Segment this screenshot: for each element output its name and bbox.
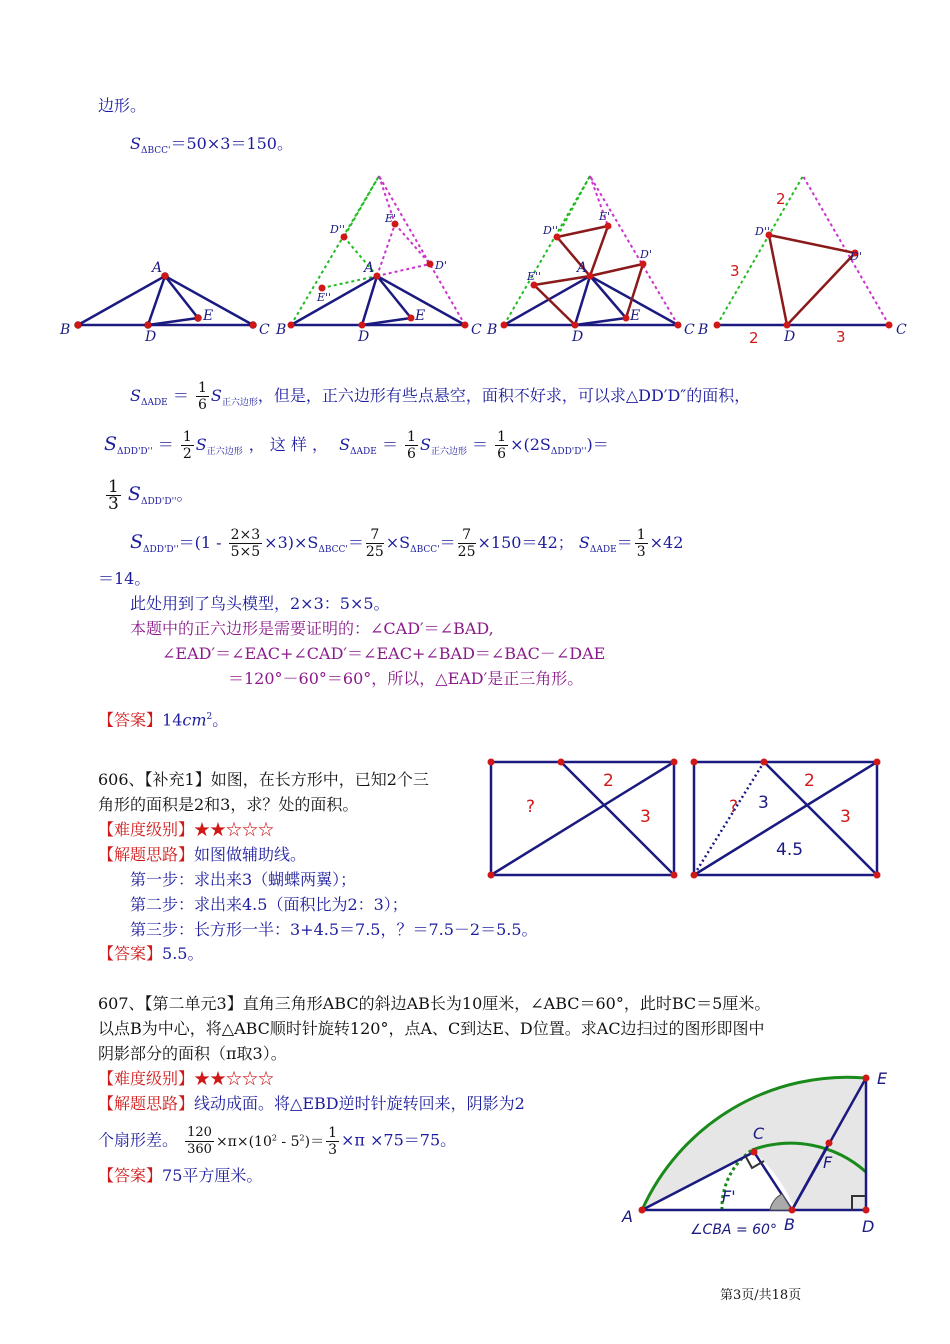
answer-607: 【答案】75平方厘米。	[98, 1166, 263, 1185]
label-d: D	[145, 329, 157, 345]
equals: ＝	[172, 386, 189, 405]
figure-sector	[615, 1060, 905, 1240]
formula-607: 个扇形差。 $\frac{120}{360}$ $\times\pi\times(10^2 - 5^2)=$ $\frac{1}{3}$ ×π ×75＝75。	[98, 1124, 457, 1158]
label-q: ?	[729, 797, 739, 817]
label-c: C	[684, 322, 695, 338]
label-b: B	[487, 322, 498, 338]
label-3: 3	[840, 807, 851, 827]
fig4	[697, 176, 907, 347]
label-f: F	[823, 1153, 833, 1172]
label-a: A	[577, 260, 588, 276]
difficulty-606: 【难度级别】★★☆☆☆	[98, 820, 275, 839]
label-a: A	[622, 1207, 633, 1226]
fig3	[486, 176, 695, 345]
step-3: 第三步：长方形一半：3+4.5＝7.5，？＝7.5－2＝5.5。	[130, 920, 538, 939]
text-line: 边形。	[98, 96, 147, 115]
formula-rest: ＝50×3＝150。	[170, 134, 293, 153]
label-ep: E'	[599, 210, 611, 223]
text-line: 本题中的正六边形是需要证明的：∠CAD′＝∠BAD,	[130, 619, 494, 638]
symbol-s: S	[210, 386, 222, 405]
label-fp: F'	[722, 1187, 736, 1206]
text-line: ＝14。	[98, 569, 151, 588]
step-2: 第二步：求出来4.5（面积比为2：3）；	[130, 895, 408, 914]
label-b: B	[784, 1215, 795, 1234]
symbol-s: S	[130, 386, 141, 405]
fraction: $\frac{1}{6}$	[197, 380, 207, 413]
label-e: E	[203, 308, 214, 324]
rect-2	[691, 759, 881, 879]
label-b: B	[698, 322, 709, 338]
problem-607-title-3: 阴影部分的面积（π取3）。	[98, 1044, 287, 1063]
label-c: C	[896, 322, 907, 338]
label-d: D	[358, 329, 370, 345]
formula-line-3: $\frac{1}{3}$ $S_{\Delta DD'D''}$。	[108, 477, 193, 514]
label-e: E	[415, 308, 426, 324]
problem-607-title-2: 以点B为中心，将△ABC顺时针旋转120°，点A、C到达E、D位置。求AC边扫过的图形即图中	[98, 1019, 765, 1038]
problem-607-title: 607、【第二单元3】直角三角形ABC的斜边AB长为10厘米，∠ABC＝60°，此时BC＝5厘米。	[98, 994, 771, 1013]
answer-1: 【答案】$14cm^2$。	[98, 710, 229, 730]
label-ep: E'	[385, 212, 397, 225]
num-3: 3	[730, 262, 740, 280]
problem-606-title: 606、【补充1】如图，在长方形中，已知2个三	[98, 770, 429, 789]
subscript: ΔADE	[140, 398, 168, 408]
label-45: 4.5	[776, 840, 804, 860]
label-3: 3	[758, 793, 769, 813]
label-3: 3	[640, 807, 651, 827]
symbol-s: S	[130, 134, 141, 153]
label-c: C	[259, 322, 270, 338]
label-d: D	[572, 329, 584, 345]
label-dp: D'	[435, 259, 447, 272]
subscript: 正六边形	[221, 398, 258, 408]
answer-label: 【答案】	[98, 710, 163, 730]
problem-606-title-2: 角形的面积是2和3，求？处的面积。	[98, 795, 359, 814]
figure-triangles	[0, 0, 950, 360]
label-e: E	[630, 308, 641, 324]
fig2	[275, 176, 482, 345]
label-q: ?	[526, 797, 536, 817]
label-a: A	[364, 260, 375, 276]
label-epp: E''	[317, 291, 332, 304]
label-epp: E''	[527, 270, 542, 283]
label-e: E	[877, 1069, 888, 1088]
label-b: B	[60, 322, 71, 338]
label-2: 2	[603, 771, 614, 791]
num-2: 2	[776, 190, 786, 208]
label-a: A	[152, 260, 163, 276]
label-dp: D'	[850, 250, 862, 263]
label-c: C	[753, 1124, 765, 1143]
answer-606: 【答案】5.5。	[98, 944, 204, 963]
label-dpp: D''	[755, 225, 770, 238]
difficulty-607: 【难度级别】★★☆☆☆	[98, 1069, 275, 1088]
label-c: C	[471, 322, 482, 338]
step-1: 第一步：求出来3（蝴蝶两翼）；	[130, 870, 357, 889]
text-line: 此处用到了鸟头模型，2×3：5×5。	[130, 594, 390, 613]
formula-line-1	[130, 378, 750, 414]
label-d: D	[862, 1217, 875, 1236]
num-2: 2	[749, 329, 759, 347]
idea-606: 【解题思路】如图做辅助线。	[98, 845, 307, 864]
label-b: B	[276, 322, 287, 338]
label-dpp: D''	[543, 224, 558, 237]
label-2: 2	[804, 771, 815, 791]
angle-label: ∠CBA = 60°	[690, 1222, 777, 1238]
formula-line-2: $S_{\Delta DD'D''}$ ＝ $\frac{1}{2}$ $S_{正六边形}$ ， 这 样 ， $S_{\Delta ADE}$ ＝ $\frac{1}{6}$ $S_{正六边形}$ ＝ $\frac{1}{6}$ $\times(2S_{\Delta DD'D''})=$	[104, 429, 609, 462]
label-d: D	[784, 329, 796, 345]
fig1	[59, 260, 270, 345]
subscript: ΔBCC'	[140, 146, 171, 156]
text: ，但是，正六边形有些点悬空，面积不好求，可以求△DD′D″的面积，	[257, 386, 751, 405]
text-line: ∠EAD′＝∠EAC+∠CAD′＝∠EAC+∠BAD＝∠BAC－∠DAE	[162, 644, 606, 663]
rect-1	[488, 759, 678, 879]
num-3: 3	[836, 328, 846, 346]
formula-line-4: $S_{\Delta DD'D''}=(1$ - $\frac{2\times 3}{5\times 5}$ $\times 3)\times S_{\Delta BCC'}=$ $\frac{7}{25}$ $\times S_{\Delta BCC'}=$ $\frac{7}{25}$ ×150＝42； $S_{\Delta ADE}=$ $\frac{1}{3}$ ×42	[130, 527, 684, 560]
text-line: ＝120°－60°＝60°，所以，△EAD′是正三角形。	[228, 669, 584, 688]
answer-unit: cm	[182, 710, 207, 730]
label-dp: D'	[640, 248, 652, 261]
label-dpp: D''	[330, 223, 345, 236]
answer-value: 14	[162, 710, 183, 730]
page-footer: 第3页/共18页	[720, 1288, 802, 1303]
figure-rectangles	[485, 755, 885, 885]
idea-607: 【解题思路】线动成面。将△EBD逆时针旋转回来，阴影为2	[98, 1094, 525, 1113]
